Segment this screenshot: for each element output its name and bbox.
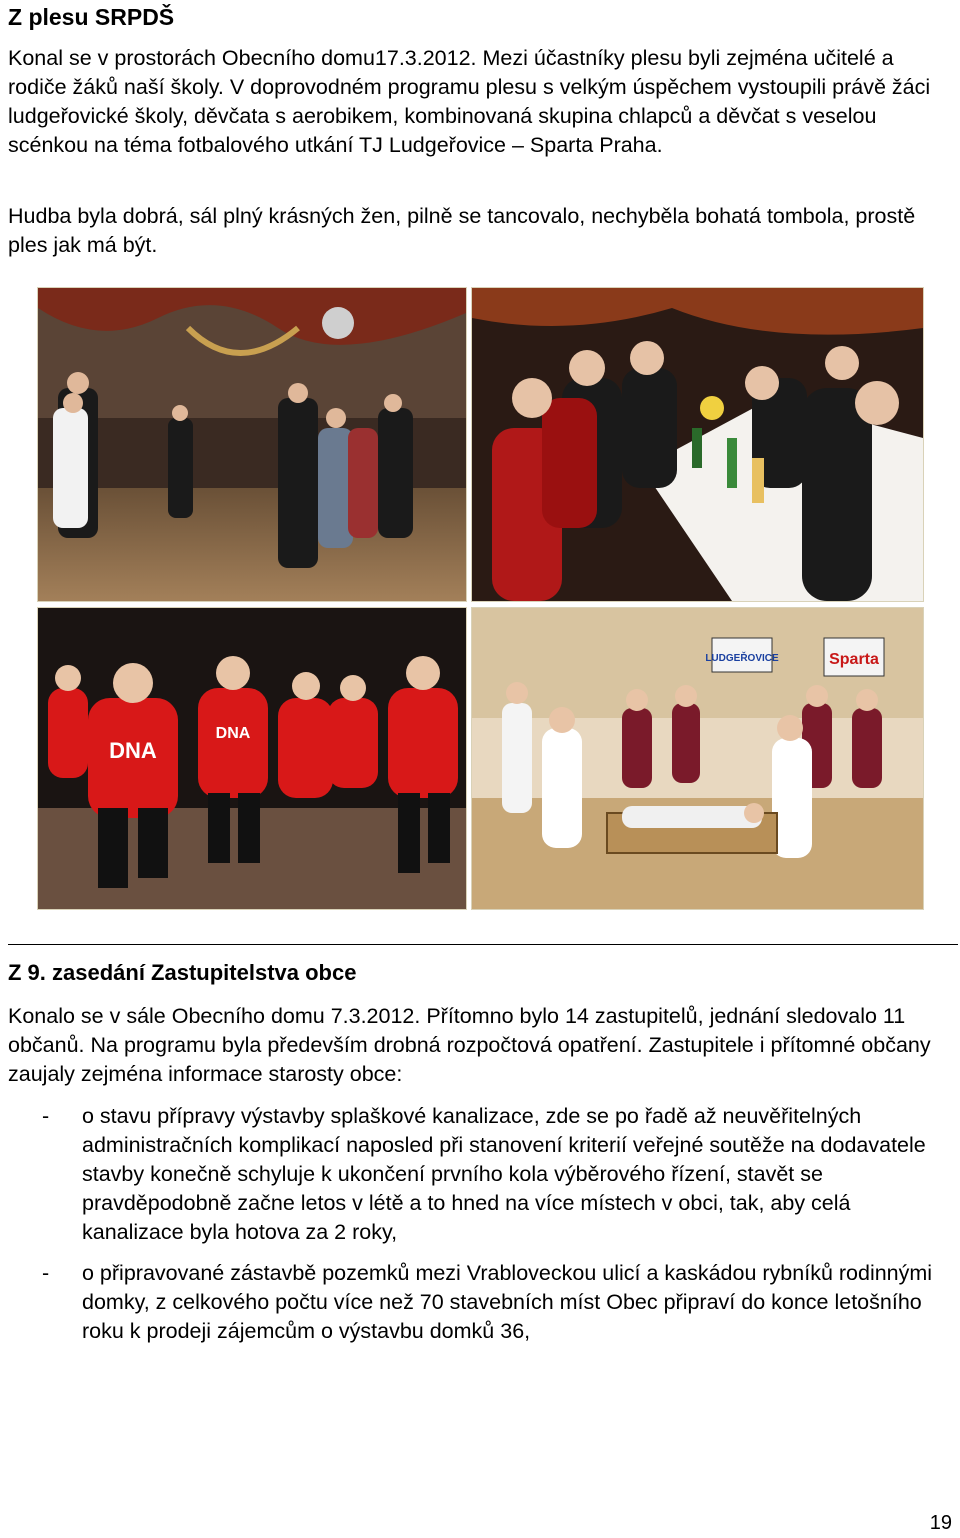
football-skit-photo <box>471 607 924 910</box>
zasedani-paragraph: Konalo se v sále Obecního domu 7.3.2012. Přítomno bylo 14 zastupitelů, jednání sledovalo 11 občanů. Na programu byla především drobná rozpočtová opatření. Zastupitele i přítomné občany zaujaly zejména informace starosty obce: <box>8 1004 931 1086</box>
ples-paragraph-1: Konal se v prostorách Obecního domu17.3.2012. Mezi účastníky plesu byli zejména učitelé a rodiče žáků naší školy. V doprovodném programu plesu s velkým úspěchem vystoupili právě žáci ludgeřovické školy, děvčata s aerobikem, kombinovaná skupina chlapců a děvčat s veselou scénkou na téma fotbalového utkání TJ Ludgeřovice – Sparta Praha. <box>8 46 931 157</box>
shirt-print: DNA <box>109 738 157 763</box>
list-dash: - <box>42 1104 50 1128</box>
list-dash: - <box>42 1261 50 1285</box>
list-item-text: o připravované zástavbě pozemků mezi Vrabloveckou ulicí a kaskádou rybníků rodinnými domky, z celkového počtu více než 70 stavebních míst Obec připraví do konce letošního roku k prodeji zájemcům o výstavbu domků 36, <box>82 1261 933 1343</box>
page-number: 19 <box>929 1512 952 1534</box>
ludgerovice-sign: LUDGEŘOVICE <box>705 653 779 664</box>
section-divider <box>8 944 958 945</box>
list-item-text: o stavu přípravy výstavby splaškové kanalizace, zde se po řadě až neuvěřitelných administračních komplikací naposled při stanovení kriterií veřejné soutěže na dodavatele stavby konečně schyluje k ukončení prvního kola výběrového řízení, stavět se pravděpodobně začne letos v létě a to hned na více místech v obci, tak, aby celá kanalizace byla hotova za 2 roky, <box>82 1104 926 1244</box>
section-title-ples: Z plesu SRPDŠ <box>8 4 175 30</box>
women-at-table-photo <box>471 287 924 602</box>
sparta-sign: Sparta <box>829 651 879 668</box>
aerobics-girls-photo <box>37 607 467 910</box>
ples-paragraph-2: Hudba byla dobrá, sál plný krásných žen, pilně se tancovalo, nechyběla bohatá tombola, prostě ples jak má být. <box>8 204 916 257</box>
section-title-zasedani: Z 9. zasedání Zastupitelstva obce <box>8 960 357 985</box>
dancing-couples-photo <box>37 287 467 602</box>
shirt-print: DNA <box>215 725 251 742</box>
